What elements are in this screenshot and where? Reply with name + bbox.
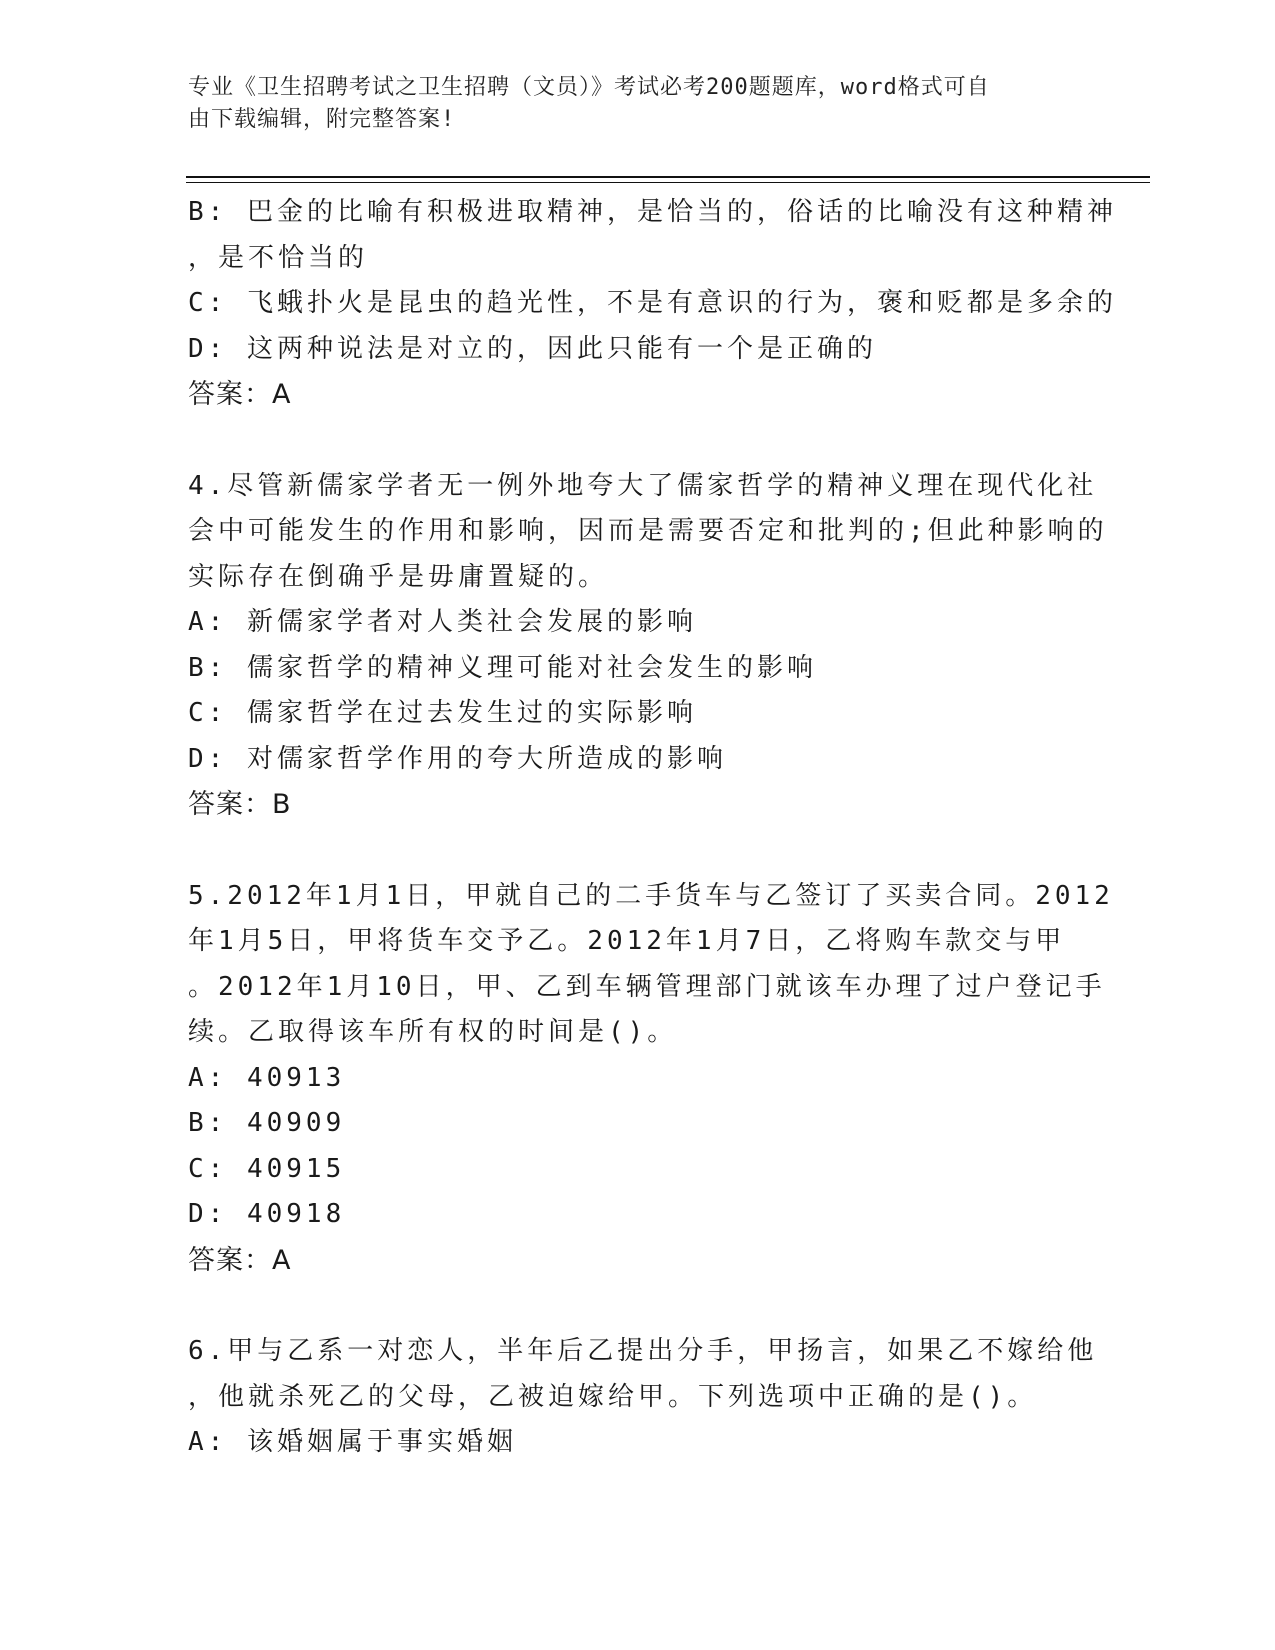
question-list xyxy=(188,190,1117,1466)
option-a: A: 新儒家学者对人类社会发展的影响 xyxy=(188,607,697,637)
spacer xyxy=(188,1283,1088,1329)
option-b-line-2: ，是不恰当的 xyxy=(188,242,369,273)
question-text-line-1: 5.2012年1月1日，甲就自己的二手货车与乙签订了买卖合同。2012 xyxy=(188,880,1114,911)
option-b: B: 40909 xyxy=(188,1108,346,1138)
option-c: C: 飞蛾扑火是昆虫的趋光性，不是有意识的行为，褒和贬都是多余的 xyxy=(188,288,1117,318)
question-text-line-2: ，他就杀死乙的父母，乙被迫嫁给甲。下列选项中正确的是()。 xyxy=(188,1381,1038,1412)
question-5 xyxy=(188,874,1114,1284)
question-4 xyxy=(188,464,1108,828)
option-b-line-1: B: 巴金的比喻有积极进取精神，是恰当的，俗话的比喻没有这种精神 xyxy=(188,197,1117,227)
header-title-line-2: 由下载编辑，附完整答案! xyxy=(188,107,456,132)
answer: 答案：A xyxy=(188,1244,292,1276)
header-title-line-1: 专业《卫生招聘考试之卫生招聘（文员）》考试必考200题题库，word格式可自 xyxy=(188,75,990,100)
question-text-line-3: 。2012年1月10日，甲、乙到车辆管理部门就该车办理了过户登记手 xyxy=(188,971,1106,1002)
question-3 xyxy=(188,190,1117,418)
option-b: B: 儒家哲学的精神义理可能对社会发生的影响 xyxy=(188,652,817,683)
option-d: D: 40918 xyxy=(188,1199,346,1229)
question-text-line-1: 6.甲与乙系一对恋人，半年后乙提出分手，甲扬言，如果乙不嫁给他 xyxy=(188,1336,1098,1366)
document-header xyxy=(188,72,1068,136)
answer: 答案：A xyxy=(188,379,292,410)
option-c: C: 儒家哲学在过去发生过的实际影响 xyxy=(188,698,697,728)
answer: 答案：B xyxy=(188,789,292,820)
question-text-line-2: 会中可能发生的作用和影响，因而是需要否定和批判的;但此种影响的 xyxy=(188,516,1108,546)
question-text-line-4: 续。乙取得该车所有权的时间是()。 xyxy=(188,1017,678,1047)
option-d: D: 对儒家哲学作用的夸大所造成的影响 xyxy=(188,743,727,774)
option-c: C: 40915 xyxy=(188,1153,346,1184)
question-text-line-2: 年1月5日，甲将货车交予乙。2012年1月7日，乙将购车款交与甲 xyxy=(188,926,1066,956)
question-text-line-1: 4.尽管新儒家学者无一例外地夸大了儒家哲学的精神义理在现代化社 xyxy=(188,470,1098,501)
spacer xyxy=(188,828,1088,874)
spacer xyxy=(188,418,1088,464)
question-text-line-3: 实际存在倒确乎是毋庸置疑的。 xyxy=(188,561,609,592)
option-a: A: 40913 xyxy=(188,1062,346,1093)
option-d: D: 这两种说法是对立的，因此只能有一个是正确的 xyxy=(188,333,877,364)
option-a: A: 该婚姻属于事实婚姻 xyxy=(188,1427,517,1457)
question-6 xyxy=(188,1329,1098,1466)
header-divider-thick xyxy=(186,176,1150,178)
header-divider-thin xyxy=(186,182,1150,183)
